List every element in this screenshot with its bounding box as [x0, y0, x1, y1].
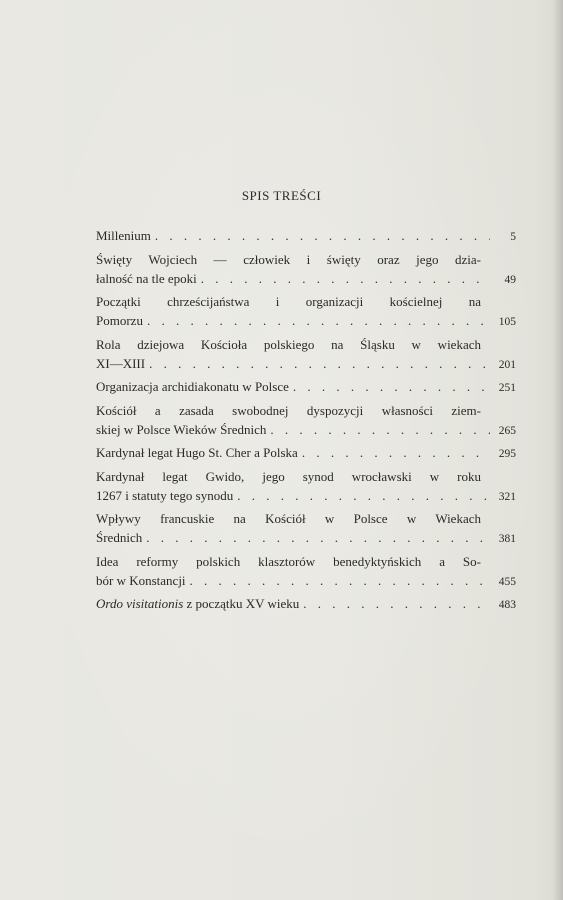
- toc-entry-title-italic: Ordo visitationis: [96, 596, 184, 611]
- dot-leader: [147, 311, 490, 330]
- toc-entry: [96, 509, 516, 549]
- toc-entry-title: Millenium: [96, 228, 151, 243]
- toc-entry-title-line: Rola dziejowa Kościoła polskiego na Śląsku w wiekach: [96, 336, 481, 352]
- dot-leader: [149, 354, 490, 373]
- dot-leader: [302, 443, 490, 462]
- toc-entry: [96, 335, 516, 375]
- toc-page-number: 483: [498, 599, 516, 611]
- toc-entry: [96, 226, 516, 247]
- toc-entry-title-line: Pomorzu: [96, 313, 143, 328]
- toc-entry-title-line: Średnich: [96, 530, 143, 545]
- toc-entry-title: Kardynał legat Hugo St. Cher a Polska: [96, 445, 298, 460]
- toc-entry-title-line: Kardynał legat Gwido, jego synod wrocławski w roku: [96, 468, 481, 484]
- toc-entry-title-line: XI—XIII: [96, 355, 146, 371]
- toc-page-number: 201: [498, 358, 516, 371]
- dot-leader: [293, 377, 490, 396]
- toc-entry-title: [96, 594, 299, 613]
- toc-entry-title-line: łalność na tle epoki: [96, 270, 197, 286]
- toc-page-number: 321: [498, 490, 516, 503]
- toc-entry-title-line: bór w Konstancji: [96, 572, 186, 588]
- toc-entry: [96, 594, 516, 615]
- toc-entry: [96, 467, 516, 507]
- toc-page-number: 455: [498, 575, 516, 588]
- toc-page-number: 265: [498, 424, 516, 437]
- dot-leader: [146, 528, 490, 547]
- toc-entry-title-line: Początki chrześcijaństwa i organizacji kościelnej na: [96, 294, 481, 309]
- toc-entry-title-line: Święty Wojciech — człowiek i święty oraz jego dzia-: [96, 251, 481, 267]
- toc-page-number: 49: [504, 273, 516, 286]
- toc-entry: [96, 443, 516, 464]
- toc-entry: [96, 401, 516, 441]
- toc-entry: [96, 552, 516, 592]
- dot-leader: [237, 486, 490, 505]
- toc-page-number: 5: [510, 231, 516, 243]
- toc-entry-title-line: skiej w Polsce Wieków Średnich: [96, 421, 267, 437]
- dot-leader: [303, 594, 490, 613]
- toc-entry-title-line: Kościół a zasada swobodnej dyspozycji własności ziem-: [96, 402, 481, 418]
- toc-entry-title-line: Idea reformy polskich klasztorów benedyktyńskich a So-: [96, 553, 481, 569]
- page-title: SPIS TREŚCI: [241, 188, 322, 203]
- toc-entry-title: Organizacja archidiakonatu w Polsce: [96, 379, 289, 394]
- toc-entry-title-rest: z początku XV wieku: [186, 596, 300, 611]
- toc-page-number: 381: [498, 533, 516, 545]
- dot-leader: [155, 226, 490, 245]
- dot-leader: [190, 571, 490, 590]
- toc-page-number: 251: [498, 382, 516, 394]
- dot-leader: [201, 269, 490, 288]
- page-edge-shadow: [553, 0, 563, 900]
- toc-entry: [96, 250, 516, 290]
- dot-leader: [270, 420, 490, 439]
- table-of-contents: [96, 226, 516, 618]
- toc-entry-title-line: 1267 i statuty tego synodu: [96, 487, 234, 503]
- toc-page-number: 295: [498, 448, 516, 460]
- toc-page-number: 105: [498, 316, 516, 328]
- toc-entry: [96, 292, 516, 332]
- toc-entry: [96, 377, 516, 398]
- toc-entry-title-line: Wpływy francuskie na Kościół w Polsce w Wiekach: [96, 511, 481, 526]
